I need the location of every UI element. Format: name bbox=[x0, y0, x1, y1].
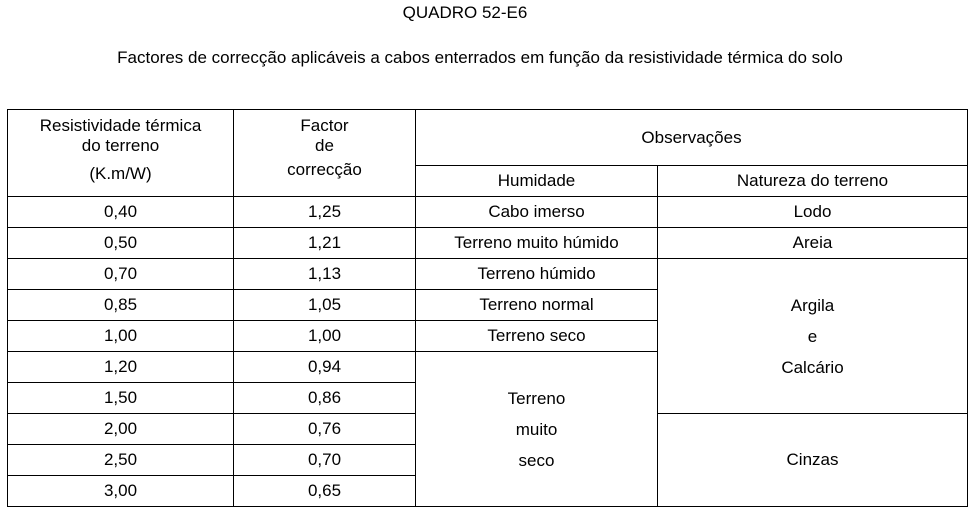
resistivity-cell: 2,00 bbox=[8, 414, 234, 445]
header-resistivity-line2: do terreno bbox=[81, 136, 160, 155]
nature-cell-argila bbox=[658, 259, 968, 414]
header-resistivity-line1: Resistividade térmica bbox=[39, 116, 202, 135]
factor-cell: 1,21 bbox=[234, 228, 416, 259]
factor-cell: 0,70 bbox=[234, 445, 416, 476]
nature-argila-line3: Calcário bbox=[781, 357, 844, 377]
factor-cell: 0,86 bbox=[234, 383, 416, 414]
table-row bbox=[8, 228, 968, 259]
resistivity-cell: 1,50 bbox=[8, 383, 234, 414]
resistivity-cell: 3,00 bbox=[8, 476, 234, 507]
factor-cell: 1,25 bbox=[234, 197, 416, 228]
header-factor bbox=[234, 110, 416, 197]
table-row bbox=[8, 259, 968, 290]
header-observations: Observações bbox=[416, 110, 968, 166]
nature-argila-line1: Argila bbox=[790, 295, 835, 315]
resistivity-cell: 1,00 bbox=[8, 321, 234, 352]
resistivity-cell: 1,20 bbox=[8, 352, 234, 383]
factor-cell: 1,13 bbox=[234, 259, 416, 290]
nature-argila-line2: e bbox=[807, 326, 818, 346]
humidity-muito-seco-line3: seco bbox=[518, 450, 555, 470]
humidity-cell: Terreno normal bbox=[416, 290, 658, 321]
header-humidity: Humidade bbox=[416, 166, 658, 197]
nature-cell: Areia bbox=[658, 228, 968, 259]
humidity-cell: Terreno húmido bbox=[416, 259, 658, 290]
humidity-muito-seco-line1: Terreno bbox=[507, 388, 566, 408]
page-title: QUADRO 52-E6 bbox=[402, 3, 528, 22]
page-subtitle: Factores de correcção aplicáveis a cabos enterrados em função da resistividade térmica do solo bbox=[117, 48, 843, 67]
resistivity-cell: 0,70 bbox=[8, 259, 234, 290]
table-row bbox=[8, 197, 968, 228]
resistivity-cell: 2,50 bbox=[8, 445, 234, 476]
correction-factors-table bbox=[7, 109, 968, 507]
factor-cell: 1,05 bbox=[234, 290, 416, 321]
resistivity-cell: 0,50 bbox=[8, 228, 234, 259]
header-factor-line1: Factor bbox=[300, 116, 349, 135]
factor-cell: 0,94 bbox=[234, 352, 416, 383]
header-resistivity-unit: (K.m/W) bbox=[89, 164, 152, 183]
header-factor-line3: correcção bbox=[287, 160, 362, 179]
header-soil-nature: Natureza do terreno bbox=[658, 166, 968, 197]
factor-cell: 0,65 bbox=[234, 476, 416, 507]
header-resistivity bbox=[8, 110, 234, 197]
factor-cell: 1,00 bbox=[234, 321, 416, 352]
resistivity-cell: 0,40 bbox=[8, 197, 234, 228]
factor-cell: 0,76 bbox=[234, 414, 416, 445]
nature-cell-cinzas: Cinzas bbox=[658, 414, 968, 507]
humidity-muito-seco-line2: muito bbox=[515, 419, 558, 439]
humidity-cell-muito-seco bbox=[416, 352, 658, 507]
resistivity-cell: 0,85 bbox=[8, 290, 234, 321]
humidity-cell: Terreno seco bbox=[416, 321, 658, 352]
header-factor-line2: de bbox=[315, 136, 334, 155]
nature-cell: Lodo bbox=[658, 197, 968, 228]
humidity-cell: Terreno muito húmido bbox=[416, 228, 658, 259]
humidity-cell: Cabo imerso bbox=[416, 197, 658, 228]
